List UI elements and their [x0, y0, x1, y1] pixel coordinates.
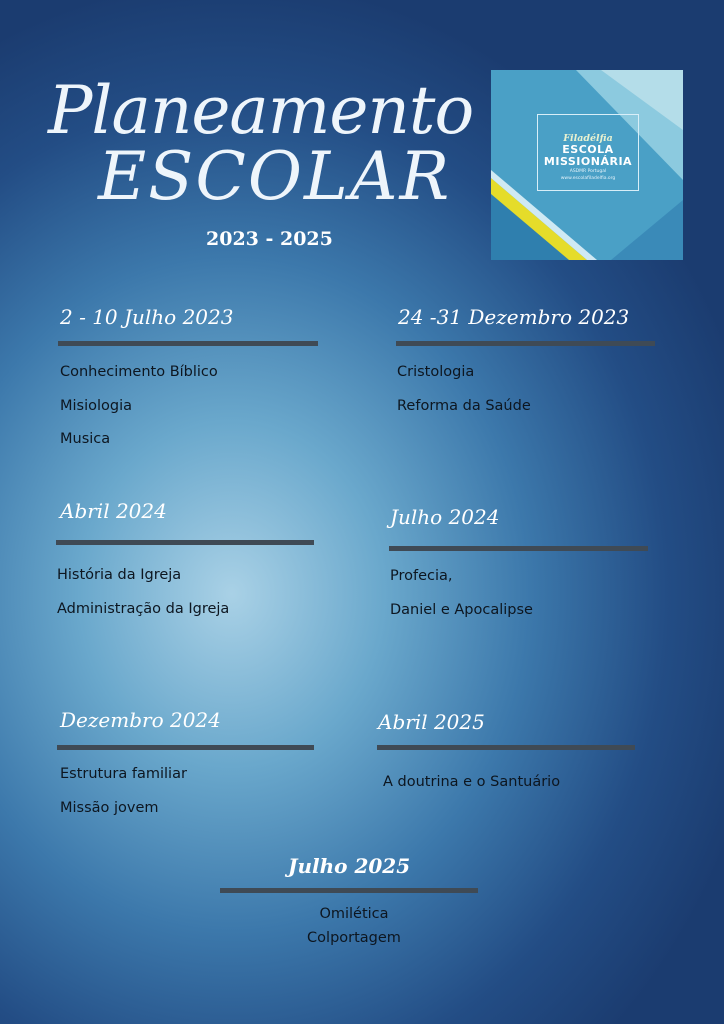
logo-brand: Filadélfia	[563, 133, 613, 144]
years-range: 2023 - 2025	[206, 228, 333, 250]
title-planeamento: Planeamento	[48, 72, 474, 149]
section-divider	[396, 341, 655, 346]
subject-item: Musica	[60, 431, 111, 447]
section-divider	[56, 540, 314, 545]
section-title: Abril 2025	[378, 710, 485, 734]
logo-website: www.escolafiladelfia.org	[560, 176, 616, 181]
section-divider	[57, 745, 314, 750]
section-title: 2 - 10 Julho 2023	[60, 305, 234, 329]
section-divider	[58, 341, 318, 346]
subject-item: Missão jovem	[60, 800, 159, 816]
subject-item: História da Igreja	[57, 567, 182, 583]
section-title: Dezembro 2024	[60, 708, 221, 732]
subject-item: Colportagem	[307, 930, 401, 946]
section-title: Julho 2025	[288, 854, 411, 878]
section-title: 24 -31 Dezembro 2023	[398, 305, 630, 329]
subject-item: Administração da Igreja	[57, 601, 230, 617]
subject-item: Daniel e Apocalipse	[390, 602, 533, 618]
logo-missionaria: MISSIONÁRIA	[543, 155, 633, 168]
subject-item: A doutrina e o Santuário	[383, 774, 561, 790]
section-divider	[377, 745, 635, 750]
subject-item: Conhecimento Bíblico	[60, 364, 218, 380]
logo-text-box	[537, 114, 639, 191]
escola-missionaria-logo	[491, 70, 683, 260]
subject-item: Reforma da Saúde	[397, 398, 531, 414]
section-title: Julho 2024	[390, 505, 500, 529]
section-divider	[220, 888, 478, 893]
title-escolar: ESCOLAR	[98, 138, 452, 215]
subject-item: Estrutura familiar	[60, 766, 187, 782]
subject-item: Omilética	[319, 906, 389, 922]
logo-escola: ESCOLA	[562, 143, 614, 156]
logo-org: ASDMR Portugal	[569, 169, 607, 174]
section-title: Abril 2024	[60, 499, 167, 523]
subject-item: Misiologia	[60, 398, 133, 414]
section-divider	[389, 546, 648, 551]
subject-item: Profecia,	[390, 568, 453, 584]
subject-item: Cristologia	[397, 364, 475, 380]
